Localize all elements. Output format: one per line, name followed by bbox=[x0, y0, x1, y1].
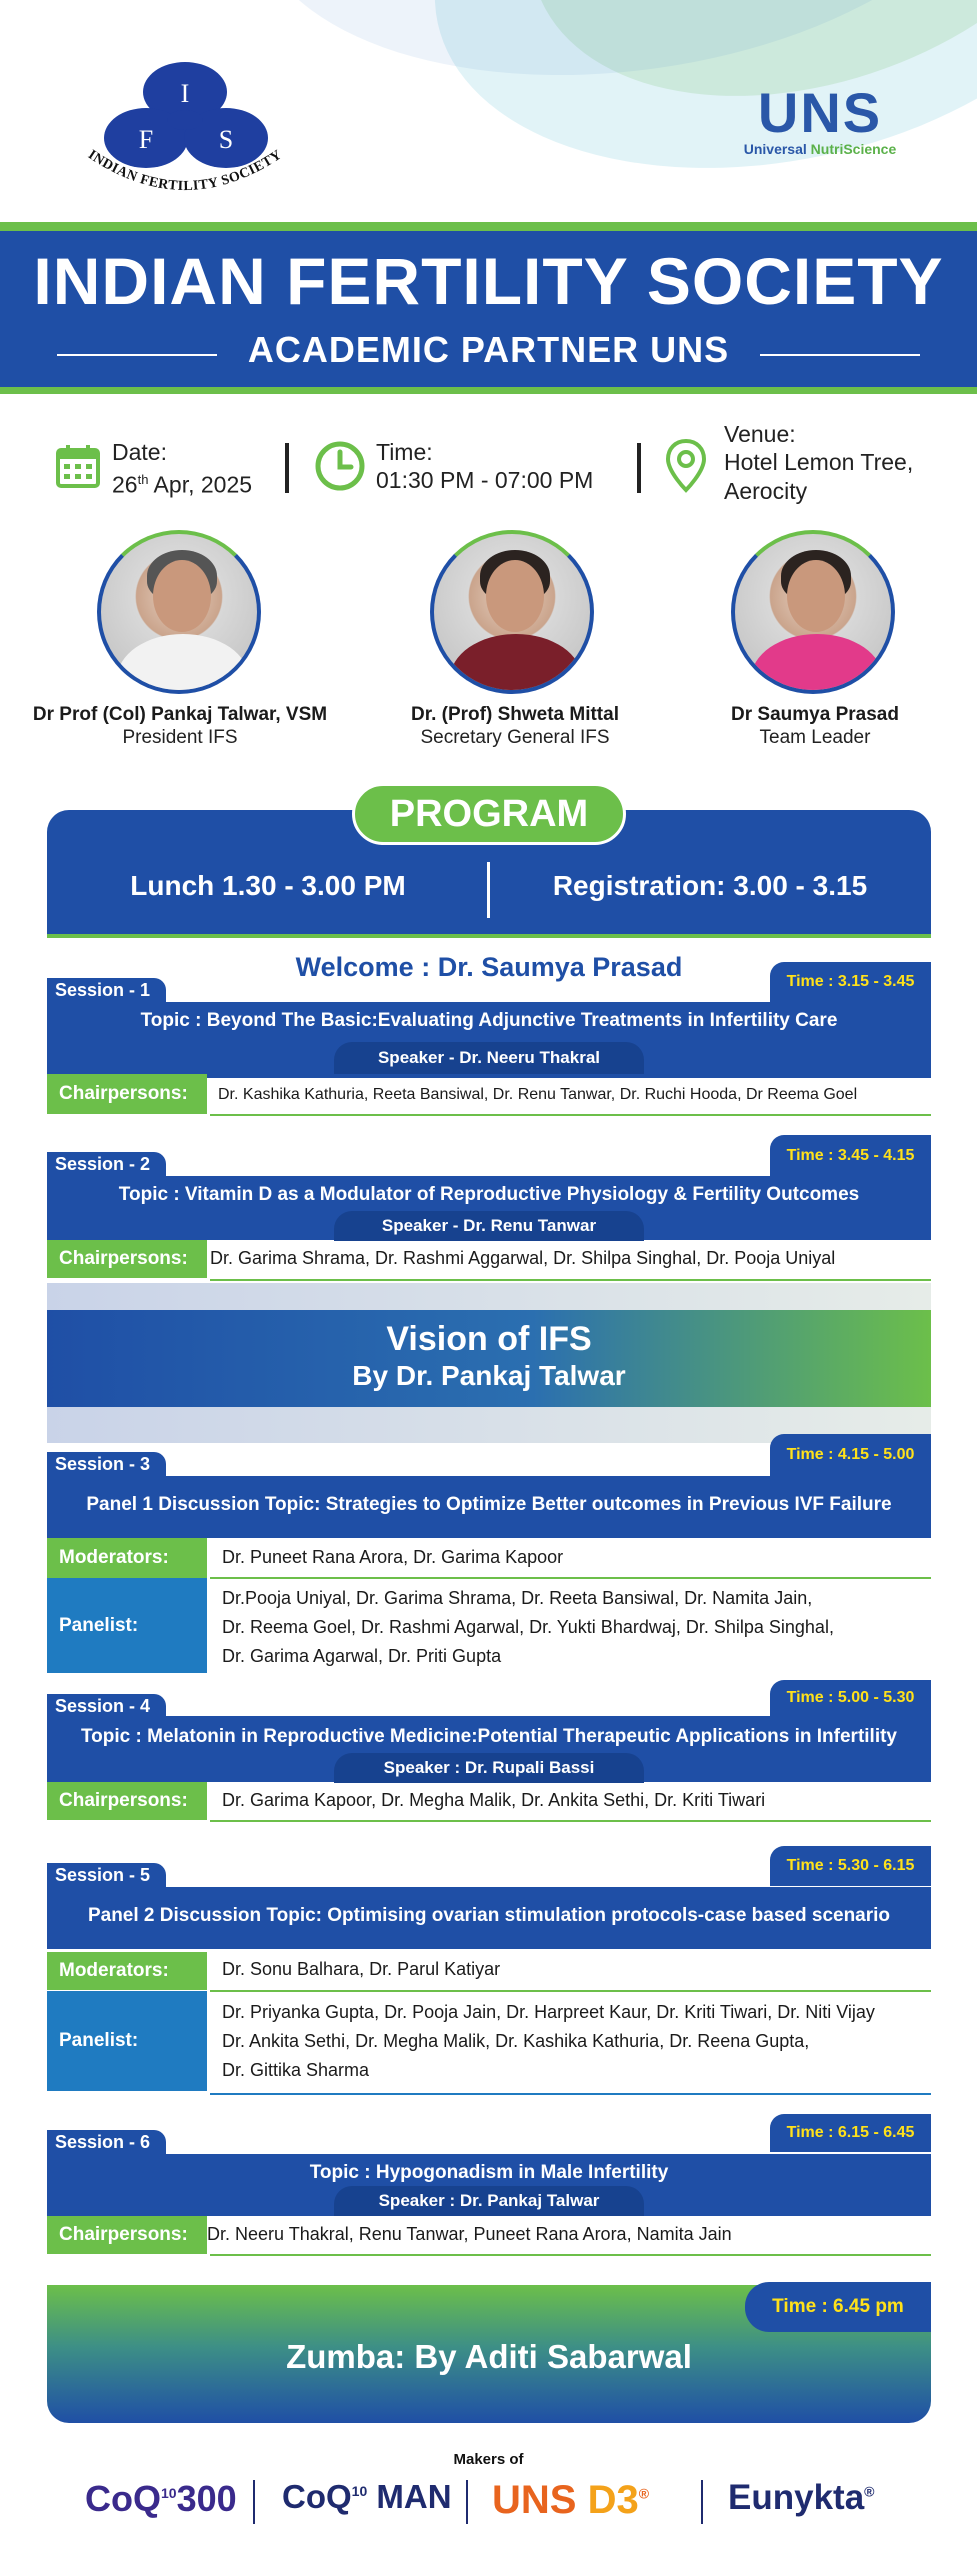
time-value: 01:30 PM - 07:00 PM bbox=[376, 467, 594, 493]
date-suffix: th bbox=[137, 472, 149, 487]
panelist-names bbox=[222, 1998, 875, 2085]
venue-line-2: Aerocity bbox=[724, 478, 808, 504]
ifs-logo bbox=[80, 50, 290, 200]
date-value bbox=[112, 466, 252, 499]
session-time: Time : 5.00 - 5.30 bbox=[770, 1680, 931, 1716]
brand-divider bbox=[466, 2480, 468, 2524]
row-underline bbox=[210, 1577, 931, 1579]
registration-time: Registration: 3.00 - 3.15 bbox=[552, 870, 868, 901]
uns-logo bbox=[730, 81, 910, 165]
zumba-time: Time : 6.45 pm bbox=[745, 2282, 931, 2332]
row-underline bbox=[210, 1279, 931, 1281]
session-time: Time : 4.15 - 5.00 bbox=[770, 1434, 931, 1476]
speaker-name: Dr Prof (Col) Pankaj Talwar, VSM bbox=[32, 704, 328, 725]
moderators-names: Dr. Sonu Balhara, Dr. Parul Katiyar bbox=[222, 1959, 501, 1979]
welcome-line: Welcome : Dr. Saumya Prasad bbox=[295, 952, 683, 982]
vision-subtitle: By Dr. Pankaj Talwar bbox=[352, 1360, 626, 1391]
venue-label: Venue: bbox=[724, 421, 796, 447]
brand-uns-d3-logo bbox=[492, 2478, 649, 2523]
session-tag: Session - 6 bbox=[47, 2130, 166, 2154]
avatar bbox=[430, 530, 594, 694]
uns-logo-mark: UNS bbox=[757, 81, 883, 144]
session-topic-band bbox=[47, 1476, 931, 1538]
panelist-label: Panelist: bbox=[47, 1991, 207, 2091]
date-month-year: Apr, 2025 bbox=[148, 471, 253, 498]
uns-tagline-part2: NutriScience bbox=[810, 141, 897, 157]
moderators-label: Moderators: bbox=[47, 1952, 207, 1990]
session-speaker: Speaker - Dr. Neeru Thakral bbox=[334, 1042, 644, 1074]
speaker-name: Dr. (Prof) Shweta Mittal bbox=[411, 704, 619, 725]
ifs-logo-ring-text: INDIAN FERTILITY SOCIETY bbox=[85, 147, 285, 195]
row-underline bbox=[210, 1990, 931, 1992]
session-tag: Session - 5 bbox=[47, 1863, 166, 1887]
chairpersons-names: Dr. Garima Kapoor, Dr. Megha Malik, Dr. Ankita Sethi, Dr. Kriti Tiwari bbox=[222, 1790, 766, 1810]
date-day: 26 bbox=[112, 471, 138, 498]
venue-line-1: Hotel Lemon Tree, bbox=[724, 449, 914, 475]
session-tag: Session - 2 bbox=[47, 1152, 166, 1176]
brand-coq300-sup: 10 bbox=[161, 2485, 177, 2501]
moderators-label: Moderators: bbox=[47, 1538, 207, 1578]
panelist-line: Dr.Pooja Uniyal, Dr. Garima Shrama, Dr. Reeta Bansiwal, Dr. Namita Jain, bbox=[222, 1588, 813, 1608]
brand-coqman-rest: MAN bbox=[367, 2478, 452, 2515]
moderators-names: Dr. Puneet Rana Arora, Dr. Garima Kapoor bbox=[222, 1547, 564, 1567]
chairpersons-names: Dr. Garima Shrama, Dr. Rashmi Aggarwal, Dr. Shilpa Singhal, Dr. Pooja Uniyal bbox=[210, 1248, 836, 1268]
time-label: Time: bbox=[376, 439, 433, 465]
speaker-role: Secretary General IFS bbox=[420, 727, 610, 748]
session-topic: Topic : Beyond The Basic:Evaluating Adjunctive Treatments in Infertility Care bbox=[140, 1010, 838, 1031]
lunch-time: Lunch 1.30 - 3.00 PM bbox=[130, 870, 406, 901]
session-time: Time : 3.15 - 3.45 bbox=[770, 962, 931, 1002]
session-topic: Topic : Hypogonadism in Male Infertility bbox=[309, 2162, 669, 2183]
chairpersons-names: Dr. Kashika Kathuria, Reeta Bansiwal, Dr. Renu Tanwar, Dr. Ruchi Hooda, Dr Reema Goel bbox=[218, 1086, 858, 1103]
date-label: Date: bbox=[112, 439, 167, 465]
row-underline bbox=[210, 2093, 931, 2095]
ifs-logo-letter-s: S bbox=[218, 125, 234, 154]
session-speaker: Speaker : Dr. Pankaj Talwar bbox=[334, 2186, 644, 2216]
panelist-line: Dr. Reema Goel, Dr. Rashmi Agarwal, Dr. Yukti Bhardwaj, Dr. Shilpa Singhal, bbox=[222, 1617, 834, 1637]
brand-divider bbox=[701, 2480, 703, 2524]
chairpersons-names: Dr. Neeru Thakral, Renu Tanwar, Puneet Rana Arora, Namita Jain bbox=[207, 2224, 732, 2244]
brand-coq300-main: CoQ bbox=[85, 2478, 161, 2519]
brand-eunykta-main: Eunykta bbox=[728, 2478, 865, 2517]
speaker-role: President IFS bbox=[122, 727, 238, 748]
brand-uns-d3-main: UNS bbox=[492, 2478, 588, 2522]
calendar-icon bbox=[55, 443, 101, 494]
page-subtitle: ACADEMIC PARTNER UNS bbox=[247, 329, 730, 370]
chairpersons-label: Chairpersons: bbox=[47, 1240, 207, 1278]
session-speaker: Speaker : Dr. Rupali Bassi bbox=[334, 1753, 644, 1783]
session-tag: Session - 4 bbox=[47, 1694, 166, 1718]
session-tag: Session - 1 bbox=[47, 978, 166, 1002]
vision-band-top bbox=[47, 1283, 931, 1310]
session-topic-band bbox=[47, 1887, 931, 1949]
chairpersons-label: Chairpersons: bbox=[47, 1074, 207, 1114]
session-time: Time : 6.15 - 6.45 bbox=[770, 2114, 931, 2152]
speaker-name: Dr Saumya Prasad bbox=[731, 704, 899, 725]
ifs-logo-letter-f: F bbox=[138, 125, 154, 154]
info-divider bbox=[285, 443, 289, 493]
session-topic: Panel 1 Discussion Topic: Strategies to Optimize Better outcomes in Previous IVF Failure bbox=[86, 1494, 892, 1515]
brand-coqman-logo bbox=[282, 2478, 452, 2516]
brand-coqman-main: CoQ bbox=[282, 2478, 352, 2515]
chairpersons-label: Chairpersons: bbox=[47, 2216, 207, 2254]
brand-coq300-rest: 300 bbox=[176, 2478, 237, 2519]
brand-eunykta-logo bbox=[728, 2478, 874, 2518]
title-rule-right bbox=[760, 354, 920, 356]
brand-coqman-sup: 10 bbox=[351, 2483, 368, 2499]
clock-icon bbox=[314, 440, 366, 497]
avatar bbox=[731, 530, 895, 694]
session-topic: Panel 2 Discussion Topic: Optimising ovarian stimulation protocols-case based scenario bbox=[87, 1905, 891, 1926]
location-pin-icon bbox=[665, 438, 707, 499]
title-banner bbox=[0, 222, 977, 394]
avatar bbox=[97, 530, 261, 694]
page-title: INDIAN FERTILITY SOCIETY bbox=[33, 244, 944, 318]
session-speaker: Speaker - Dr. Renu Tanwar bbox=[334, 1211, 644, 1241]
program-heading: PROGRAM bbox=[352, 783, 626, 845]
panelist-line: Dr. Ankita Sethi, Dr. Megha Malik, Dr. Kashika Kathuria, Dr. Reena Gupta, bbox=[222, 2031, 810, 2051]
makers-label: Makers of bbox=[453, 2451, 524, 2468]
panelist-names bbox=[222, 1584, 834, 1671]
session-tag: Session - 3 bbox=[47, 1452, 166, 1476]
panelist-line: Dr. Garima Agarwal, Dr. Priti Gupta bbox=[222, 1646, 502, 1666]
session-time: Time : 3.45 - 4.15 bbox=[770, 1135, 931, 1177]
info-divider bbox=[637, 443, 641, 493]
zumba-title: Zumba: By Aditi Sabarwal bbox=[286, 2338, 692, 2375]
vision-title: Vision of IFS bbox=[386, 1320, 592, 1358]
panelist-line: Dr. Priyanka Gupta, Dr. Pooja Jain, Dr. Harpreet Kaur, Dr. Kriti Tiwari, Dr. Niti Vijay bbox=[222, 2002, 875, 2022]
brand-uns-d3-sup: ® bbox=[638, 2485, 650, 2502]
speaker-role: Team Leader bbox=[759, 727, 871, 748]
uns-tagline-part1: Universal bbox=[743, 141, 811, 157]
row-underline bbox=[210, 1114, 931, 1116]
ifs-logo-letter-i: I bbox=[180, 79, 190, 108]
brand-coq300-logo bbox=[85, 2478, 237, 2520]
brand-divider bbox=[253, 2480, 255, 2524]
row-underline bbox=[210, 1820, 931, 1822]
session-time: Time : 5.30 - 6.15 bbox=[770, 1846, 931, 1886]
brand-uns-d3-rest: D3 bbox=[587, 2478, 639, 2522]
session-topic: Topic : Vitamin D as a Modulator of Reproductive Physiology & Fertility Outcomes bbox=[118, 1184, 860, 1205]
chairpersons-label: Chairpersons: bbox=[47, 1782, 207, 1820]
panelist-label: Panelist: bbox=[47, 1578, 207, 1673]
row-underline bbox=[210, 2254, 931, 2256]
brand-eunykta-sup: ® bbox=[864, 2483, 875, 2500]
panelist-line: Dr. Gittika Sharma bbox=[222, 2060, 370, 2080]
session-topic: Topic : Melatonin in Reproductive Medicine:Potential Therapeutic Applications in Infertility bbox=[80, 1726, 898, 1747]
